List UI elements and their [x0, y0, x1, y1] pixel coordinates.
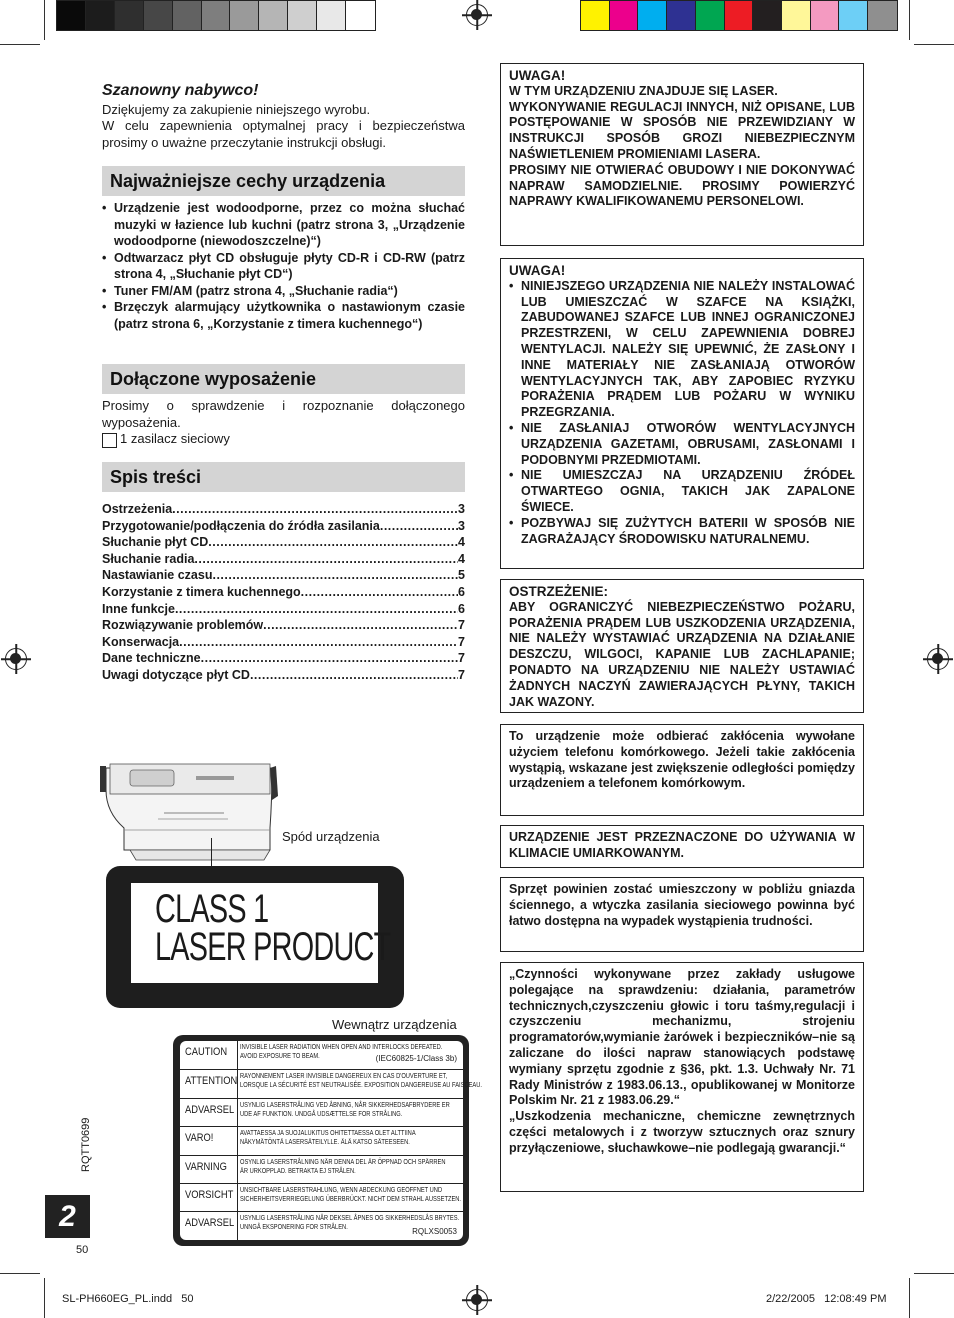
- color-swatch: [868, 1, 897, 30]
- registration-mark-icon: [466, 4, 488, 26]
- caution-row-label: ADVARSEL: [185, 1217, 235, 1230]
- color-swatch: [610, 1, 639, 30]
- toc-item-title: Inne funkcje: [102, 601, 175, 616]
- intro-line-2: W celu zapewnienia optymalnej pracy i bezpieczeństwa prosimy o uważne przeczytanie instrukcji obsługi.: [102, 118, 465, 150]
- toc-leader-dots: [179, 634, 458, 651]
- toc-item-page: 7: [458, 634, 465, 649]
- caution-text-line: RAYONNEMENT LASER INVISIBLE DANGEREUX EN CAS D'OUVERTURE ET,: [240, 1073, 448, 1081]
- box-text: To urządzenie może odbierać zakłócenia wywołane użyciem telefonu komórkowego. Jeżeli takie zakłócenia wystąpią, wskazane jest zwiększenie odległości pomiędzy urządzeniem a telefonem komórkowym.: [509, 729, 855, 791]
- toc-leader-dots: [250, 667, 458, 684]
- caution-row: [180, 1069, 483, 1097]
- caution-row: [180, 1211, 463, 1239]
- crop-mark: [914, 44, 954, 45]
- toc-item-page: 5: [458, 568, 465, 583]
- caution-text-line: OSYNLIG LASERSTRÅLNING NÄR DENNA DEL ÄR ÖPPNAD OCH SPÄRREN: [240, 1158, 446, 1166]
- greeting-title: Szanowny nabywco!: [102, 82, 259, 99]
- caution-divider: [237, 1041, 238, 1240]
- registration-mark-icon: [927, 648, 949, 670]
- list-item: • Tuner FM/AM (patrz strona 4, „Słuchanie radia“): [102, 283, 465, 300]
- box-text: Sprzęt powinien zostać umieszczony w pobliżu gniazda ściennego, a wtyczka zasilania sieciowego powinna być łatwo dostępna na wypadek wystąpienia trudności.: [509, 882, 855, 928]
- checkbox-icon: [102, 433, 117, 448]
- toc-item: [102, 518, 465, 535]
- caution-row-text: [240, 1186, 462, 1204]
- color-swatch: [811, 1, 840, 30]
- caution-row-label: ADVARSEL: [185, 1103, 235, 1116]
- notice-box-phone: [500, 724, 864, 816]
- caution-row-label: VORSICHT: [185, 1189, 234, 1201]
- list-item: • POZBYWAJ SIĘ ZUŻYTYCH BATERII W SPOSÓB NIE ZAGRAŻAJĄCY ŚRODOWISKU NATURALNEMU.: [509, 516, 855, 548]
- toc-item: [102, 601, 465, 618]
- toc-leader-dots: [208, 534, 458, 551]
- color-swatch: [753, 1, 782, 30]
- color-swatch: [230, 1, 259, 30]
- footer-file: SL-PH660EG_PL.indd 50: [62, 1293, 194, 1305]
- accessories-heading: Dołączone wyposażenie: [102, 364, 465, 394]
- caution-row-label: VARO!: [185, 1132, 214, 1145]
- registration-mark-icon: [466, 1289, 488, 1311]
- bottom-caption: Spód urządzenia: [282, 829, 380, 844]
- toc-item-title: Słuchanie płyt CD: [102, 535, 209, 550]
- toc-leader-dots: [263, 617, 458, 634]
- warning-list: [509, 279, 855, 548]
- footer-timestamp: 2/22/2005 12:08:49 PM: [766, 1293, 887, 1305]
- toc-item: [102, 501, 465, 518]
- crop-mark: [909, 1278, 910, 1318]
- caution-text-line: AVOID EXPOSURE TO BEAM.: [240, 1053, 320, 1060]
- warning-box-fire: [500, 579, 864, 713]
- grayscale-bar: [56, 0, 376, 31]
- page-number: 2: [45, 1195, 90, 1238]
- caution-row: [180, 1098, 463, 1126]
- toc-item-page: 7: [458, 651, 465, 666]
- toc-leader-dots: [380, 518, 458, 535]
- toc-item-title: Przygotowanie/podłączenia do źródła zasilania: [102, 518, 380, 533]
- toc-item: [102, 617, 465, 634]
- box-text: PROSIMY NIE OTWIERAĆ OBUDOWY I NIE DOKONYWAĆ NAPRAW SAMODZIELNIE. PROSIMY POWIERZYĆ NAPRAWY KWALIFIKOWANEMU PERSONELOWI.: [509, 162, 855, 209]
- features-heading: Najważniejsze cechy urządzenia: [102, 166, 465, 196]
- caution-row-label: VARNING: [185, 1160, 227, 1173]
- class-label-text: [155, 887, 391, 969]
- toc-item-page: 7: [458, 667, 465, 682]
- color-swatch: [288, 1, 317, 30]
- crop-mark: [44, 0, 45, 40]
- caution-text-line: NÄKYMÄTÖNTÄ LASERSÄTEILYLLE. ÄLÄ KATSO SÄTEESEEN.: [240, 1139, 410, 1147]
- caution-text-line: UDE AF FUNKTION. UNDGÅ UDSÆTTELSE FOR STRÅLING.: [240, 1110, 403, 1118]
- toc-item-title: Dane techniczne: [102, 651, 201, 666]
- crop-mark: [914, 1273, 954, 1274]
- toc-item-page: 6: [458, 601, 465, 616]
- caution-text-line: UNNGÅ EKSPONERING FOR STRÅLEN.: [240, 1224, 348, 1232]
- toc-item-title: Korzystanie z timera kuchennego: [102, 584, 301, 599]
- toc-leader-dots: [172, 501, 458, 518]
- registration-mark-icon: [5, 648, 27, 670]
- box-text: WYKONYWANIE REGULACJI INNYCH, NIŻ OPISANE, LUB POSTĘPOWANIE W SPOSÓB NIE PRZEWIDZIANY W INSTRUKCJI SPOSÓB GROZI NIEBEZPIECZNYM NAŚWIETLENIEM PROMIENIAMI LASERA.: [509, 99, 855, 161]
- color-swatch: [173, 1, 202, 30]
- notice-box-climate: [500, 825, 864, 868]
- toc-item: [102, 551, 465, 568]
- caution-row: [180, 1126, 463, 1154]
- color-swatch: [667, 1, 696, 30]
- caution-row-label: CAUTION: [185, 1046, 228, 1058]
- color-swatch: [202, 1, 231, 30]
- box-text: ABY OGRANICZYĆ NIEBEZPIECZEŃSTWO POŻARU, PORAŻENIA PRĄDEM LUB USZKODZENIA URZĄDZENIA, NIE NALEŻY WYSTAWIAĆ URZĄDZENIA NA DZIAŁANIE DESZCZU, WILGOCI, KAPANIE LUB ZACHLAPANIE; PONADTO NA URZĄDZENIU NIE NALEŻY USTAWIAĆ ŻADNYCH NACZYŃ ZAWIERAJĄCYCH PŁYNY, TAKICH JAK WAZONY.: [509, 599, 855, 709]
- color-swatch: [696, 1, 725, 30]
- warning-box-ventilation: [500, 258, 864, 569]
- list-item: • Brzęczyk alarmujący użytkownika o nastawionym czasie (patrz strona 6, „Korzystanie z timera kuchennego“): [102, 299, 465, 332]
- crop-mark: [0, 44, 40, 45]
- color-swatch: [144, 1, 173, 30]
- crop-mark: [44, 1278, 45, 1318]
- list-item: • NIE UMIESZCZAJ NA URZĄDZENIU ŹRÓDEŁ OTWARTEGO OGNIA, TAKICH JAK ZAPALONE ŚWIECE.: [509, 468, 855, 515]
- caution-row-text: [240, 1072, 483, 1090]
- toc-item: [102, 667, 465, 684]
- color-swatch: [259, 1, 288, 30]
- doc-code: RQTT0699: [80, 1117, 92, 1172]
- color-swatch: [725, 1, 754, 30]
- leader-line: [211, 838, 212, 868]
- caution-text-line: UNSICHTBARE LASERSTRAHLUNG, WENN ABDECKUNG GEÖFFNET UND: [240, 1187, 443, 1194]
- caution-row-text: [240, 1129, 453, 1147]
- caution-text-line: INVISIBLE LASER RADIATION WHEN OPEN AND INTERLOCKS DEFEATED.: [240, 1044, 443, 1051]
- color-swatch: [782, 1, 811, 30]
- list-item: • NINIEJSZEGO URZĄDZENIA NIE NALEŻY INSTALOWAĆ LUB UMIESZCZAĆ W SZAFCE NA KSIĄŻKI, ZABUDOWANEJ SZAFCE LUB INNEJ OGRANICZONEJ PRZESTRZENI, W CELU ZAPEWNIENIA DOBREJ WENTYLACJI. NALEŻY SIĘ UPEWNIĆ, ŻE ZASŁONY I INNE MATERIAŁY NIE ZASŁANIAJĄ OTWORÓW WENTYLACYJNYCH TAK, ABY ZAPOBIEC RYZYKU PORAŻENIA PRĄDEM LUB POŻARU W WYNIKU PRZEGRZANIA.: [509, 279, 855, 421]
- class-line-2: LASER PRODUCT: [155, 925, 391, 969]
- toc-item-title: Słuchanie radia: [102, 551, 195, 566]
- toc-item-title: Rozwiązywanie problemów: [102, 618, 264, 633]
- list-item: • Urządzenie jest wodoodporne, przez co można słuchać muzyki w łazience lub kuchni (patrz strona 3, „Urządzenie wodoodporne (niewodoszczelne)“): [102, 200, 465, 250]
- caution-text-line: ÄR URKOPPLAD. BETRAKTA EJ STRÅLEN.: [240, 1167, 356, 1175]
- caution-text-line: SICHERHEITSVERRIEGELUNG ÜBERBRÜCKT. NICHT DEM STRAHL AUSSETZEN.: [240, 1196, 462, 1203]
- caution-row-code: RQLXS0053: [412, 1227, 457, 1237]
- toc-leader-dots: [201, 650, 458, 667]
- caution-text-line: LORSQUE LA SÉCURITÉ EST NEUTRALISÉE. EXPOSITION DANGEREUSE AU FAISCEAU.: [240, 1082, 483, 1090]
- box-text: W TYM URZĄDZENIU ZNAJDUJE SIĘ LASER.: [509, 83, 778, 98]
- caution-row: [180, 1155, 463, 1183]
- toc-list: [102, 501, 465, 684]
- toc-item-page: 7: [458, 618, 465, 633]
- toc-heading: Spis treści: [102, 462, 465, 492]
- accessories-text: Prosimy o sprawdzenie i rozpoznanie dołączonego wyposażenia.: [102, 398, 465, 430]
- color-swatch: [839, 1, 868, 30]
- toc-leader-dots: [194, 551, 458, 568]
- toc-item-page: 3: [458, 518, 465, 533]
- toc-item: [102, 650, 465, 667]
- device-illustration: [100, 760, 300, 872]
- box-title: OSTRZEŻENIE:: [509, 584, 609, 599]
- crop-mark: [0, 1273, 40, 1274]
- toc-leader-dots: [175, 601, 458, 618]
- notice-box-outlet: [500, 877, 864, 952]
- toc-item-page: 4: [458, 551, 465, 566]
- inside-caption: Wewnątrz urządzenia: [332, 1017, 457, 1032]
- box-text: „Uszkodzenia mechaniczne, chemiczne zewnętrznych części metalowych i z tworzyw sztucznych oraz sznury przyłączeniowe, słuchawkowe–nie podlegają gwarancji.“: [509, 1109, 855, 1155]
- color-swatch: [581, 1, 610, 30]
- caution-row-text: [240, 1158, 453, 1176]
- color-swatch: [317, 1, 346, 30]
- toc-item: [102, 534, 465, 551]
- class-line-1: CLASS 1: [155, 887, 269, 931]
- caution-text-line: USYNLIG LASERSTRÅLING NÅR DEKSEL ÅPNES OG SIKKERHEDSLÅS BRYTES.: [240, 1215, 460, 1223]
- toc-item: [102, 634, 465, 651]
- color-swatch: [638, 1, 667, 30]
- color-swatch: [57, 1, 86, 30]
- sheet-number: 50: [76, 1244, 89, 1256]
- toc-item-title: Uwagi dotyczące płyt CD: [102, 667, 250, 682]
- caution-row: [180, 1041, 463, 1069]
- caution-row: [180, 1183, 463, 1211]
- toc-item-title: Konserwacja: [102, 634, 180, 649]
- caution-text-line: USYNLIG LASERSTRÅLING VED ÅBNING, NÅR SIKKERHEDSAFBRYDERE ER: [240, 1101, 450, 1109]
- warning-box-laser: [500, 63, 864, 246]
- warranty-box: [500, 962, 864, 1192]
- box-title: UWAGA!: [509, 68, 566, 83]
- accessory-item: 1 zasilacz sieciowy: [120, 431, 230, 446]
- list-item: • NIE ZASŁANIAJ OTWORÓW WENTYLACYJNYCH URZĄDZENIA GAZETAMI, OBRUSAMI, ZASŁONAMI I PODOBNYMI PRZEDMIOTAMI.: [509, 421, 855, 468]
- box-title: UWAGA!: [509, 263, 566, 278]
- toc-item-page: 4: [458, 535, 465, 550]
- toc-leader-dots: [301, 584, 458, 601]
- color-swatch: [346, 1, 375, 30]
- toc-item-page: 3: [458, 502, 465, 516]
- toc-item-title: Nastawianie czasu: [102, 568, 213, 583]
- crop-mark: [909, 0, 910, 40]
- caution-row-label: ATTENTION: [185, 1075, 238, 1088]
- list-item: • Odtwarzacz płyt CD obsługuje płyty CD-R i CD-RW (patrz strona 4, „Słuchanie płyt CD“): [102, 250, 465, 283]
- caution-row-text: [240, 1101, 453, 1119]
- color-swatch: [115, 1, 144, 30]
- toc-item-title: Ostrzeżenia: [102, 502, 173, 516]
- features-list: [102, 200, 465, 332]
- box-text: URZĄDZENIE JEST PRZEZNACZONE DO UŻYWANIA W KLIMACIE UMIARKOWANYM.: [509, 830, 855, 860]
- toc-item: [102, 567, 465, 584]
- intro-line-1: Dziękujemy za zakupienie niniejszego wyrobu.: [102, 102, 371, 117]
- toc-leader-dots: [212, 567, 458, 584]
- box-text: „Czynności wykonywane przez zakłady usługowe polegające na sprawdzeniu: działania, parametrów technicznych,czyszczeniu głowic i toru taśmy,regulacji i czyszczeniu mechanizmu, strojeniu programatorów,wymianie żarówek i bezpieczników–nie są zaliczane do ilości napraw stanowiących podstawę wymiany sprzętu zgodnie z §36, pkt. 1.3. Uchwały Nr. 71 Rady Ministrów z 1983.06.13., opublikowanej w Monitorze Polskim Nr. 21 z 1983.06.29.“: [509, 967, 855, 1108]
- toc-item-page: 6: [458, 584, 465, 599]
- caution-row-code: (IEC60825-1/Class 3b): [375, 1054, 457, 1063]
- toc-item: [102, 584, 465, 601]
- color-swatch: [86, 1, 115, 30]
- caution-text-line: AVATTAESSA JA SUOJALUKITUS OHITETTAESSA OLET ALTTIINA: [240, 1130, 416, 1138]
- color-bar: [580, 0, 898, 31]
